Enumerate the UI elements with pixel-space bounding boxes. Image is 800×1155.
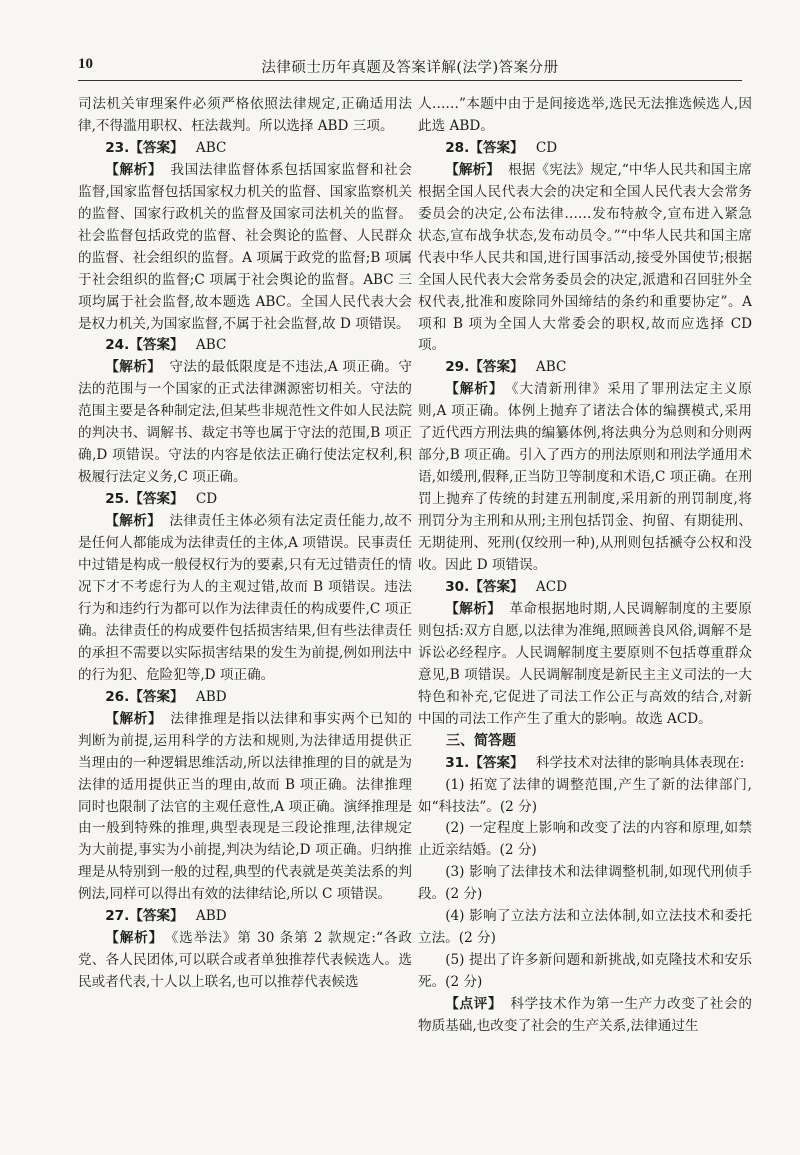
answer-label: 【答案】: [469, 139, 524, 156]
page-number: 10: [78, 56, 93, 72]
answer-line: [418, 138, 752, 160]
answer-line: [78, 687, 412, 709]
answer-value: ABC: [195, 337, 227, 354]
answer-value: ABD: [195, 908, 227, 925]
analysis-label: 【解析】: [105, 513, 162, 530]
answer-value: CD: [535, 139, 558, 156]
analysis-text: 《大清新刑律》采用了罪刑法定主义原则,A 项正确。体例上抛弃了诸法合体的编撰模式,采用了近代西方刑法典的编纂体例,将法典分为总则和分则两部分,B 项正确。引入了西方的刑法原则和刑法学通用术语,如缓刑,假释,正当防卫等制度和术语,C 项正确。在刑罚上抛弃了传统的封建五刑制度,采用新的刑罚制度,将刑罚分为主刑和从刑;主刑包括罚金、拘留、有期徒刑、无期徒刑、死刑(仅绞刑一种),从刑则包括褫夺公权和没收。因此 D 项错误。: [418, 381, 752, 574]
analysis-text: 《选举法》第 30 条第 2 款规定:“各政党、各人民团体,可以联合或者单独推荐代表候选人。选民或者代表,十人以上联名,也可以推荐代表候选: [78, 930, 412, 991]
answer-label: 【答案】: [129, 688, 184, 705]
analysis-text: 守法的最低限度是不违法,A 项正确。守法的范围与一个国家的正式法律渊源密切相关。守法的范围主要是各种制定法,但某些非规范性文件如人民法院的判决书、调解书、裁定书等也属于守法的范围,B 项正确,D 项错误。守法的内容是依法正确行使法定权利,积极履行法定义务,C 项正确。: [78, 359, 412, 486]
question-number: 30.: [445, 578, 470, 595]
question-number: 23.: [105, 139, 130, 156]
analysis-paragraph: [78, 160, 412, 336]
question-number: 27.: [105, 908, 130, 925]
paragraph: 人……”本题中由于是间接选举,选民无法推选候选人,因此选 ABD。: [418, 96, 752, 134]
answer-value: CD: [195, 491, 218, 508]
question-number: 24.: [105, 337, 130, 354]
analysis-label: 【解析】: [105, 161, 163, 178]
answer-line: [78, 138, 412, 160]
question-number: 28.: [445, 139, 470, 156]
answer-label: 【答案】: [469, 359, 524, 376]
analysis-paragraph: [418, 160, 752, 358]
analysis-label: 【解析】: [445, 381, 504, 398]
analysis-label: 【解析】: [445, 161, 500, 178]
analysis-label: 【解析】: [105, 359, 162, 376]
answer-label: 【答案】: [129, 139, 184, 156]
answer-label: 【答案】: [469, 578, 524, 595]
left-column: [78, 94, 412, 994]
analysis-text: 我国法律监督体系包括国家监督和社会监督,国家监督包括国家权力机关的监督、国家监察机关的监督、国家行政机关的监督及国家司法机关的监督。社会监督包括政党的监督、社会舆论的监督、人民群众的监督、社会组织的监督。A 项属于政党的监督;B 项属于社会组织的监督;C 项属于社会舆论的监督。ABC 三项均属于社会监督,故本题选 ABC。全国人民代表大会是权力机关,为国家监督,不属于社会监督,故 D 项错误。: [78, 161, 413, 332]
answer-line: [78, 906, 412, 928]
analysis-text: 根据《宪法》规定,“中华人民共和国主席根据全国人民代表大会的决定和全国人民代表大会常务委员会的决定,公布法律……发布特赦令,宣布进入紧急状态,宣布战争状态,发布动员令。”“中华人民共和国主席代表中华人民共和国,进行国事活动,接受外国使节;根据全国人民代表大会常务委员会的决定,派遣和召回驻外全权代表,批准和废除同外国缔结的条约和重要协定”。A 项和 B 项为全国人大常委会的职权,故而应选择 CD 项。: [418, 161, 753, 354]
question-number: 31.: [445, 754, 470, 771]
answer-point: (1) 拓宽了法律的调整范围,产生了新的法律部门,如“科技法”。(2 分): [418, 776, 752, 815]
analysis-label: 【解析】: [105, 930, 164, 947]
analysis-text: 法律责任主体必须有法定责任能力,故不是任何人都能成为法律责任的主体,A 项错误。民事责任中过错是构成一般侵权行为的要素,只有无过错责任的情况下才不考虑行为人的主观过错,故而 B 项错误。违法行为和违约行为都可以作为法律责任的构成要件,C 项正确。法律责任的构成要件包括损害结果,但有些法律责任的承担不需要以实际损害结果的发生为前提,例如刑法中的行为犯、危险犯等,D 项正确。: [78, 513, 412, 683]
answer-value: ABC: [535, 359, 567, 376]
answer-line: [78, 335, 412, 357]
analysis-label: 【解析】: [445, 600, 502, 617]
analysis-text: 法律推理是指以法律和事实两个已知的判断为前提,运用科学的方法和规则,为法律适用提供正当理由的一种逻辑思维活动,所以法律推理的目的就是为法律的适用提供正当的理由,故而 B 项正确。法律推理同时也限制了法官的主观任意性,A 项正确。演绎推理是由一般到特殊的推理,典型表现是三段论推理,法律规定为大前提,事实为小前提,判决为结论,D 项正确。归纳推理是从特别到一般的过程,典型的代表就是英美法系的判例法,同样可以得出有效的法律结论,所以 C 项错误。: [78, 710, 413, 903]
analysis-paragraph: [418, 599, 752, 731]
analysis-label: 【解析】: [105, 710, 163, 727]
analysis-paragraph: [78, 357, 412, 489]
right-column: [418, 94, 752, 1038]
answer-value: ACD: [535, 578, 568, 595]
answer-label: 【答案】: [129, 908, 184, 925]
analysis-text: 革命根据地时期,人民调解制度的主要原则包括:双方自愿,以法律为准绳,照顾善良风俗,调解不是诉讼必经程序。人民调解制度主要原则不包括尊重群众意见,B 项错误。人民调解制度是新民主主义司法的一大特色和补充,它促进了司法工作公正与高效的结合,对新中国的司法工作产生了重大的影响。故选 ACD。: [418, 600, 752, 727]
analysis-paragraph: [78, 928, 412, 994]
answer-point: (5) 提出了许多新问题和新挑战,如克隆技术和安乐死。(2 分): [418, 952, 752, 991]
running-title: 法律硕士历年真题及答案详解(法学)答案分册: [261, 60, 559, 76]
answer-text: 科学技术对法律的影响具体表现在:: [535, 754, 745, 771]
analysis-paragraph: [78, 709, 412, 907]
page-header: [78, 50, 742, 81]
paragraph: 司法机关审理案件必须严格依照法律规定,正确适用法律,不得滥用职权、枉法裁判。所以选择 ABD 三项。: [78, 96, 412, 134]
answer-value: ABC: [195, 139, 227, 156]
answer-point: (2) 一定程度上影响和改变了法的内容和原理,如禁止近亲结婚。(2 分): [418, 820, 752, 859]
question-number: 25.: [105, 491, 130, 508]
analysis-label: 【点评】: [445, 996, 503, 1013]
analysis-text: 科学技术作为第一生产力改变了社会的物质基础,也改变了社会的生产关系,法律通过生: [418, 996, 753, 1035]
answer-label: 【答案】: [129, 491, 184, 508]
answer-label: 【答案】: [469, 754, 524, 771]
answer-line: [418, 577, 752, 599]
analysis-paragraph: [418, 994, 752, 1038]
answer-line: [78, 489, 412, 511]
question-number: 26.: [105, 688, 130, 705]
answer-line: [418, 753, 752, 775]
answer-point: (4) 影响了立法方法和立法体制,如立法技术和委托立法。(2 分): [418, 908, 752, 947]
question-number: 29.: [445, 359, 470, 376]
analysis-paragraph: [418, 379, 752, 577]
section-heading: 三、简答题: [446, 732, 516, 749]
analysis-paragraph: [78, 511, 412, 687]
answer-label: 【答案】: [129, 337, 184, 354]
answer-point: (3) 影响了法律技术和法律调整机制,如现代刑侦手段。(2 分): [418, 864, 752, 903]
answer-line: [418, 357, 752, 379]
answer-value: ABD: [195, 688, 227, 705]
